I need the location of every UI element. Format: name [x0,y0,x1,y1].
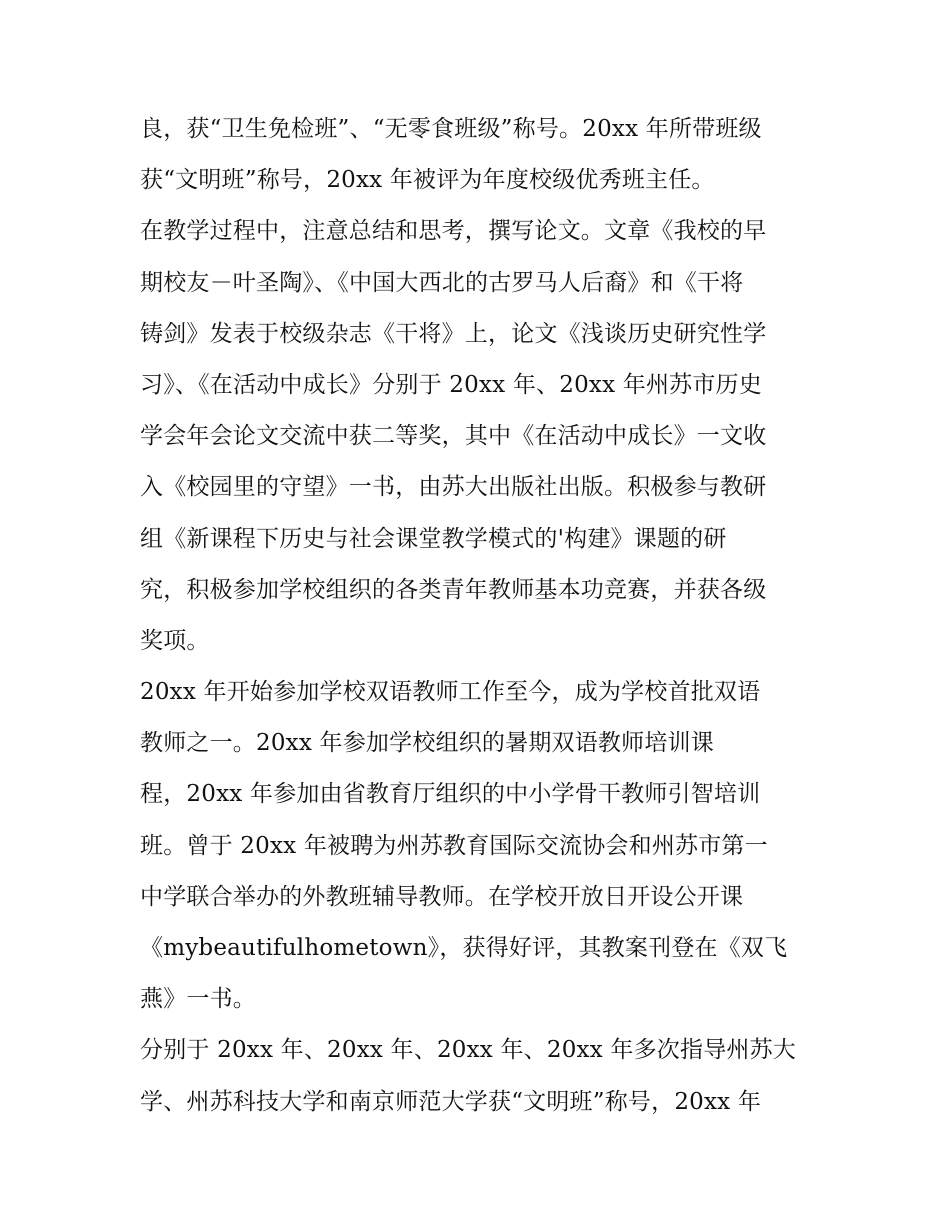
text-line: 习》、《在活动中成长》分别于 20xx 年、20xx 年州苏市历史 [140,371,762,398]
text-line: 获“文明班”称号，20xx 年被评为年度校级优秀班主任。 [140,167,715,194]
text-line: 中学联合举办的外教班辅导教师。在学校开放日开设公开课 [140,883,744,910]
text-line: 分别于 20xx 年、20xx 年、20xx 年、20xx 年多次指导州苏大 [140,1037,796,1064]
text-line: 教师之一。20xx 年参加学校组织的暑期双语教师培训课 [140,730,714,757]
body-text [140,104,820,1128]
text-line: 学会年会论文交流中获二等奖，其中《在活动中成长》一文收 [140,423,767,450]
text-line: 燕》一书。 [140,986,256,1013]
text-line: 铸剑》发表于校级杂志《干将》上，论文《浅谈历史研究性学 [140,320,767,347]
text-line: 究，积极参加学校组织的各类青年教师基本功竞赛，并获各级 [140,576,767,603]
text-line: 《mybeautifulhometown》，获得好评，其教案刊登在《双飞 [140,935,788,961]
text-line: 程，20xx 年参加由省教育厅组织的中小学骨干教师引智培训 [140,781,761,808]
text-line: 20xx 年开始参加学校双语教师工作至今，成为学校首批双语 [140,679,761,706]
text-line: 组《新课程下历史与社会课堂教学模式的'构建》课题的研 [140,525,727,552]
text-line: 良，获“卫生免检班”、“无零食班级”称号。20xx 年所带班级 [140,116,762,142]
text-line: 学、州苏科技大学和南京师范大学获“文明班”称号，20xx 年 [140,1088,762,1115]
text-line: 入《校园里的守望》一书，由苏大出版社出版。积极参与教研 [140,474,767,501]
text-line: 奖项。 [140,627,210,654]
text-line: 在教学过程中，注意总结和思考，撰写论文。文章《我校的早 [140,218,767,245]
text-line: 班。曾于 20xx 年被聘为州苏教育国际交流协会和州苏市第一 [140,832,768,859]
text-line: 期校友－叶圣陶》、《中国大西北的古罗马人后裔》和《干将 [140,269,744,296]
